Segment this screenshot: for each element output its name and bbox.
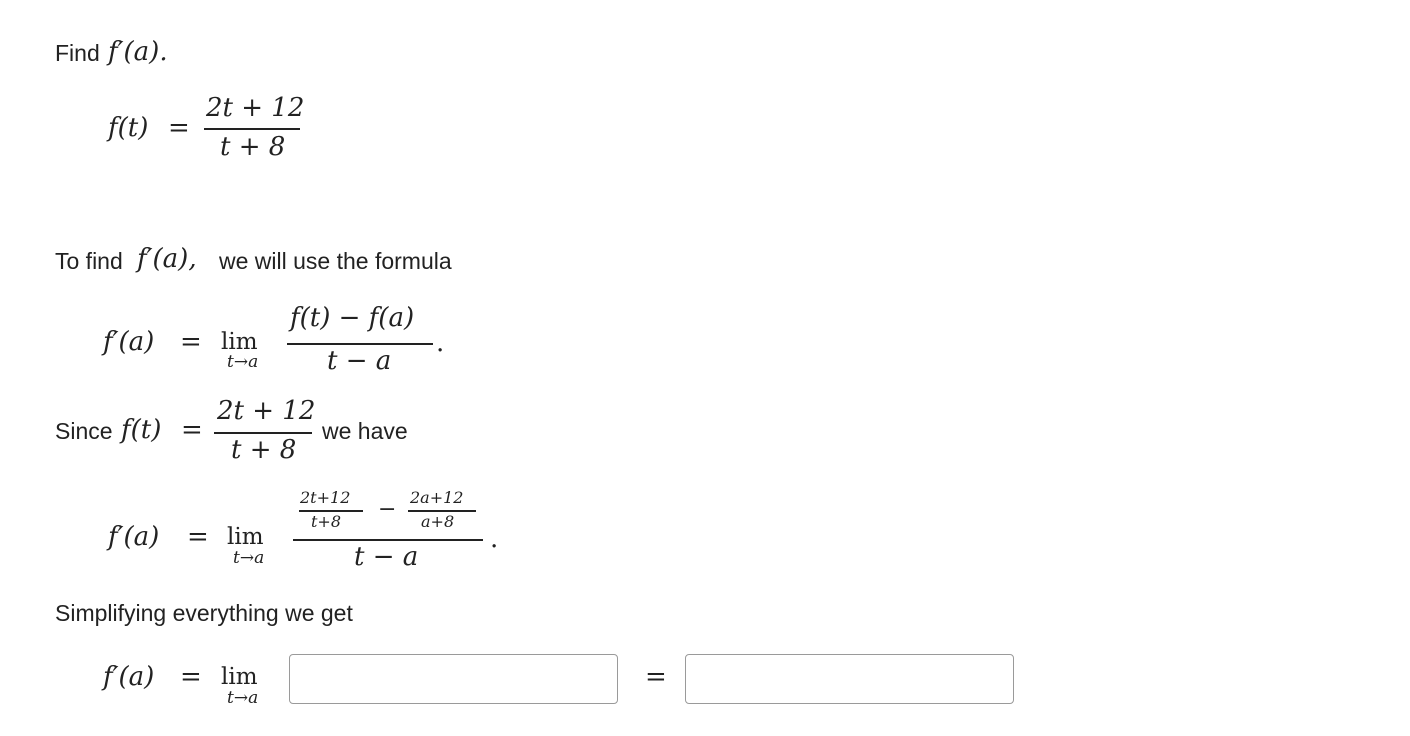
since-denominator: t + 8 bbox=[231, 435, 297, 465]
since-fraction-bar bbox=[214, 432, 312, 434]
formula-intro-post: we will use the formula bbox=[219, 248, 452, 274]
expanded-minus: − bbox=[378, 497, 397, 522]
since-word: Since bbox=[55, 418, 113, 444]
inner2-numerator: 2a+12 bbox=[410, 488, 464, 507]
formula-lim-sub: t→a bbox=[227, 352, 259, 372]
simplify-text: Simplifying everything we get bbox=[55, 600, 353, 626]
expanded-lim: lim bbox=[227, 524, 264, 550]
expanded-period: . bbox=[490, 524, 499, 554]
formula-numerator: f(t) − f(a) bbox=[290, 303, 415, 333]
inner1-denominator: t+8 bbox=[311, 512, 342, 531]
since-equals: = bbox=[181, 415, 203, 445]
formula-intro-pre: To find bbox=[55, 248, 123, 274]
formula-fraction-bar bbox=[287, 343, 433, 345]
simplify-equals-2: = bbox=[645, 662, 667, 692]
problem-numerator: 2t + 12 bbox=[206, 93, 305, 123]
formula-intro-math: f′(a), bbox=[137, 244, 197, 274]
prompt-word: Find bbox=[55, 40, 100, 66]
prompt-math: f′(a). bbox=[108, 37, 168, 67]
inner1-numerator: 2t+12 bbox=[300, 488, 351, 507]
expanded-denominator: t − a bbox=[354, 542, 419, 572]
formula-denominator: t − a bbox=[327, 346, 392, 376]
expanded-lim-sub: t→a bbox=[233, 548, 265, 568]
formula-lhs: f′(a) bbox=[103, 327, 155, 357]
problem-fn-lhs: f(t) bbox=[108, 113, 149, 143]
inner2-denominator: a+8 bbox=[421, 512, 455, 531]
simplify-lim-sub: t→a bbox=[227, 688, 259, 708]
expanded-fraction-bar bbox=[293, 539, 483, 541]
problem-denominator: t + 8 bbox=[220, 132, 286, 162]
answer-input-2[interactable] bbox=[685, 654, 1014, 704]
simplify-lim: lim bbox=[221, 664, 258, 690]
formula-equals: = bbox=[180, 327, 202, 357]
since-fn: f(t) bbox=[121, 415, 162, 445]
since-post: we have bbox=[322, 418, 408, 444]
formula-period: . bbox=[436, 328, 445, 358]
simplify-lhs: f′(a) bbox=[103, 662, 155, 692]
problem-equals: = bbox=[168, 113, 190, 143]
answer-input-1[interactable] bbox=[289, 654, 618, 704]
simplify-equals: = bbox=[180, 662, 202, 692]
since-numerator: 2t + 12 bbox=[217, 396, 316, 426]
formula-lim: lim bbox=[221, 329, 258, 355]
problem-fraction-bar bbox=[204, 128, 300, 130]
expanded-lhs: f′(a) bbox=[108, 522, 160, 552]
expanded-equals: = bbox=[187, 522, 209, 552]
